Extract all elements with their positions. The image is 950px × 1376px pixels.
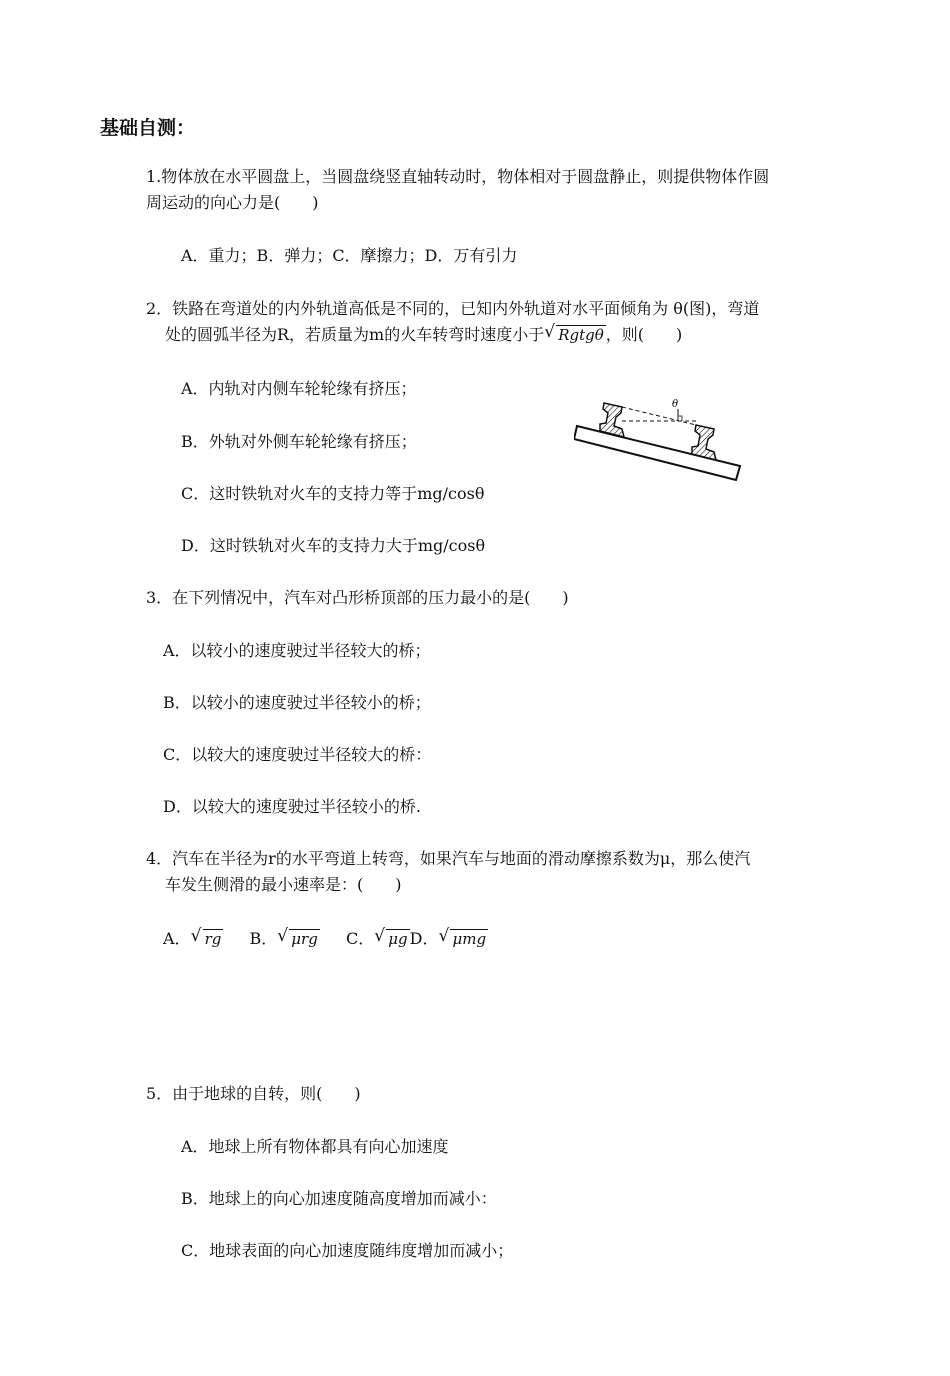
q4-stem-line2: 车发生侧滑的最小速率是：( ) [165,875,402,894]
section-heading: 基础自测： [100,117,196,139]
q5-option-c: C．地球表面的向心加速度随纬度增加而减小； [181,1241,514,1260]
q4-option-d-formula [440,928,488,950]
q2-option-b: B．外轨对外侧车轮轮缘有挤压； [181,432,417,451]
q4-option-b-radicand: μrg [291,930,318,948]
q4-option-d-radicand: μmg [452,930,487,948]
inner-rail [600,403,624,437]
sqrt-formula [546,324,606,346]
q2-option-c: C．这时铁轨对火车的支持力等于mg/cosθ [181,484,485,503]
q2-stem-line1: 2．铁路在弯道处的内外轨道高低是不同的，已知内外轨道对水平面倾角为 θ(图)，弯道 [146,299,760,318]
incline-dashed-line [622,407,696,425]
formula-radicand: Rgtgθ [558,326,604,344]
theta-label: θ [672,399,679,410]
q2-stem-text: 处的圆弧半径为R，若质量为m的火车转弯时速度小于 [165,325,545,344]
q3-option-d: D．以较大的速度驶过半径较小的桥. [163,797,421,816]
q5-option-a: A．地球上所有物体都具有向心加速度 [181,1137,449,1156]
right-angle-mark [678,416,682,421]
q2-option-d: D．这时铁轨对火车的支持力大于mg/cosθ [181,536,486,555]
rail-track-figure [574,383,744,481]
q4-stem-line1: 4．汽车在半径为r的水平弯道上转弯，如果汽车与地面的滑动摩擦系数为μ，那么使汽 [146,849,751,868]
q4-option-c-label: C． [346,929,375,948]
q1-stem-line1: 1.物体放在水平圆盘上，当圆盘绕竖直轴转动时，物体相对于圆盘静止，则提供物体作圆 [146,167,770,186]
q2-stem-tail: ，则( ) [605,325,683,344]
q4-option-d-label: D． [409,929,439,948]
q3-option-a: A．以较小的速度驶过半径较大的桥； [163,641,431,660]
q4-option-c-formula [376,928,409,950]
outer-rail [692,425,716,460]
q4-options [163,928,488,950]
q3-stem: 3．在下列情况中，汽车对凸形桥顶部的压力最小的是( ) [146,588,569,607]
q1-stem-line2: 周运动的向心力是( ) [146,193,319,212]
q4-option-c-radicand: μg [388,930,408,948]
q4-option-a-radicand: rg [204,930,222,948]
q3-option-c: C．以较大的速度驶过半径较大的桥： [163,745,432,764]
q5-stem: 5．由于地球的自转，则( ) [146,1084,361,1103]
q1-options: A．重力；B．弹力；C．摩擦力；D．万有引力 [181,246,518,265]
sleeper-slab [574,426,740,480]
q2-option-a: A．内轨对内侧车轮轮缘有挤压； [181,379,417,398]
q2-stem-line2 [165,324,682,346]
q4-option-a-formula [193,928,224,950]
q4-option-b-formula [279,928,320,950]
q4-option-b-label: B． [249,929,278,948]
q3-option-b: B．以较小的速度驶过半径较小的桥； [163,693,431,712]
q5-option-b: B．地球上的向心加速度随高度增加而减小： [181,1189,497,1208]
q4-option-a-label: A． [163,929,191,948]
